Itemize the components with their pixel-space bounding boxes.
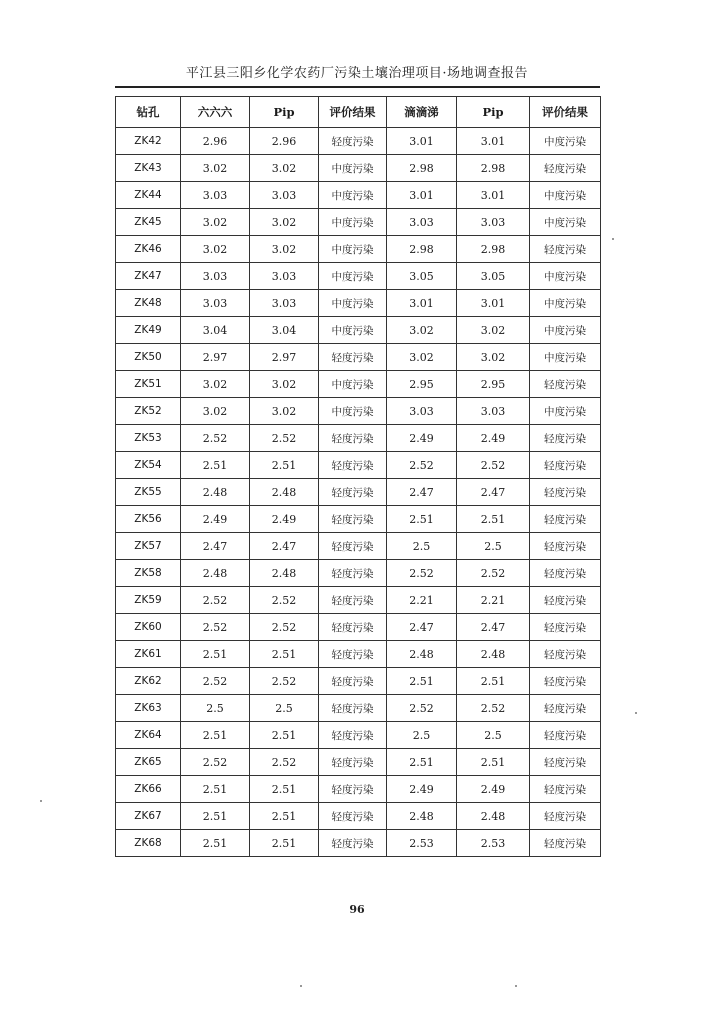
col-header-pip-hch: Pip — [250, 97, 319, 128]
cell-ddt-pip: 3.01 — [457, 290, 530, 317]
cell-borehole-id: ZK52 — [116, 398, 181, 425]
cell-ddt-result: 中度污染 — [530, 209, 601, 236]
table-row — [116, 452, 601, 479]
cell-hch-result: 轻度污染 — [319, 128, 387, 155]
cell-ddt-value: 2.53 — [387, 830, 457, 857]
table-row — [116, 155, 601, 182]
cell-ddt-value: 2.98 — [387, 236, 457, 263]
cell-ddt-value: 2.52 — [387, 560, 457, 587]
cell-ddt-value: 2.49 — [387, 776, 457, 803]
cell-hch-value: 2.96 — [181, 128, 250, 155]
table-row — [116, 398, 601, 425]
cell-ddt-result: 轻度污染 — [530, 425, 601, 452]
cell-hch-pip: 3.04 — [250, 317, 319, 344]
cell-ddt-result: 轻度污染 — [530, 776, 601, 803]
cell-ddt-result: 轻度污染 — [530, 695, 601, 722]
cell-hch-value: 3.04 — [181, 317, 250, 344]
cell-borehole-id: ZK60 — [116, 614, 181, 641]
cell-hch-result: 中度污染 — [319, 371, 387, 398]
cell-hch-value: 2.52 — [181, 425, 250, 452]
cell-hch-result: 轻度污染 — [319, 830, 387, 857]
cell-borehole-id: ZK59 — [116, 587, 181, 614]
table-body — [116, 128, 601, 857]
table-row — [116, 506, 601, 533]
cell-hch-pip: 2.5 — [250, 695, 319, 722]
cell-hch-result: 轻度污染 — [319, 749, 387, 776]
cell-hch-value: 3.03 — [181, 263, 250, 290]
cell-ddt-value: 2.51 — [387, 506, 457, 533]
cell-borehole-id: ZK58 — [116, 560, 181, 587]
table-row — [116, 587, 601, 614]
table-row — [116, 641, 601, 668]
cell-hch-value: 2.52 — [181, 749, 250, 776]
cell-hch-pip: 2.52 — [250, 614, 319, 641]
cell-ddt-pip: 2.53 — [457, 830, 530, 857]
cell-borehole-id: ZK68 — [116, 830, 181, 857]
cell-hch-pip: 2.51 — [250, 803, 319, 830]
table-row — [116, 749, 601, 776]
cell-hch-result: 轻度污染 — [319, 479, 387, 506]
table-row — [116, 803, 601, 830]
cell-ddt-result: 中度污染 — [530, 290, 601, 317]
table-row — [116, 425, 601, 452]
table-row — [116, 830, 601, 857]
cell-ddt-pip: 2.48 — [457, 641, 530, 668]
cell-ddt-pip: 2.49 — [457, 425, 530, 452]
scan-speck — [40, 800, 42, 802]
cell-ddt-result: 轻度污染 — [530, 506, 601, 533]
cell-ddt-result: 轻度污染 — [530, 371, 601, 398]
cell-ddt-result: 中度污染 — [530, 182, 601, 209]
cell-borehole-id: ZK53 — [116, 425, 181, 452]
cell-ddt-value: 2.5 — [387, 722, 457, 749]
col-header-ddt: 滴滴涕 — [387, 97, 457, 128]
table-row — [116, 263, 601, 290]
cell-hch-pip: 3.02 — [250, 371, 319, 398]
cell-ddt-result: 轻度污染 — [530, 668, 601, 695]
cell-ddt-result: 轻度污染 — [530, 803, 601, 830]
table-row — [116, 371, 601, 398]
cell-hch-pip: 3.02 — [250, 155, 319, 182]
cell-hch-value: 2.52 — [181, 668, 250, 695]
cell-ddt-value: 2.52 — [387, 695, 457, 722]
cell-hch-result: 轻度污染 — [319, 344, 387, 371]
cell-hch-value: 2.97 — [181, 344, 250, 371]
cell-ddt-value: 2.5 — [387, 533, 457, 560]
cell-ddt-value: 3.01 — [387, 128, 457, 155]
cell-hch-result: 轻度污染 — [319, 776, 387, 803]
table-row — [116, 209, 601, 236]
cell-ddt-value: 2.52 — [387, 452, 457, 479]
cell-hch-result: 轻度污染 — [319, 506, 387, 533]
cell-hch-value: 2.51 — [181, 452, 250, 479]
cell-ddt-pip: 3.05 — [457, 263, 530, 290]
cell-hch-result: 中度污染 — [319, 236, 387, 263]
cell-hch-value: 2.51 — [181, 641, 250, 668]
table-row — [116, 668, 601, 695]
cell-hch-result: 轻度污染 — [319, 425, 387, 452]
table-row — [116, 722, 601, 749]
cell-ddt-result: 中度污染 — [530, 263, 601, 290]
cell-borehole-id: ZK57 — [116, 533, 181, 560]
table-row — [116, 479, 601, 506]
cell-ddt-result: 中度污染 — [530, 344, 601, 371]
cell-borehole-id: ZK44 — [116, 182, 181, 209]
cell-borehole-id: ZK62 — [116, 668, 181, 695]
table-row — [116, 236, 601, 263]
cell-ddt-result: 中度污染 — [530, 128, 601, 155]
cell-borehole-id: ZK63 — [116, 695, 181, 722]
table-row — [116, 614, 601, 641]
cell-borehole-id: ZK49 — [116, 317, 181, 344]
table-header-row — [116, 97, 601, 128]
cell-ddt-pip: 2.5 — [457, 722, 530, 749]
cell-ddt-value: 2.51 — [387, 749, 457, 776]
cell-ddt-value: 2.95 — [387, 371, 457, 398]
cell-ddt-value: 2.51 — [387, 668, 457, 695]
cell-hch-value: 2.5 — [181, 695, 250, 722]
cell-ddt-value: 3.02 — [387, 344, 457, 371]
col-header-result-hch: 评价结果 — [319, 97, 387, 128]
cell-borehole-id: ZK61 — [116, 641, 181, 668]
cell-ddt-value: 3.05 — [387, 263, 457, 290]
cell-ddt-value: 3.03 — [387, 209, 457, 236]
cell-hch-result: 轻度污染 — [319, 614, 387, 641]
cell-borehole-id: ZK51 — [116, 371, 181, 398]
cell-hch-result: 中度污染 — [319, 182, 387, 209]
cell-borehole-id: ZK56 — [116, 506, 181, 533]
cell-ddt-value: 3.03 — [387, 398, 457, 425]
cell-hch-pip: 2.47 — [250, 533, 319, 560]
cell-hch-result: 轻度污染 — [319, 803, 387, 830]
cell-hch-value: 3.03 — [181, 290, 250, 317]
cell-ddt-result: 轻度污染 — [530, 830, 601, 857]
cell-borehole-id: ZK64 — [116, 722, 181, 749]
cell-ddt-result: 轻度污染 — [530, 587, 601, 614]
table-row — [116, 182, 601, 209]
cell-hch-pip: 2.52 — [250, 749, 319, 776]
cell-borehole-id: ZK65 — [116, 749, 181, 776]
cell-ddt-pip: 2.47 — [457, 614, 530, 641]
scan-speck — [635, 712, 637, 714]
cell-ddt-pip: 2.21 — [457, 587, 530, 614]
cell-ddt-result: 轻度污染 — [530, 479, 601, 506]
pollution-assessment-table — [115, 96, 601, 857]
cell-ddt-pip: 2.47 — [457, 479, 530, 506]
cell-ddt-pip: 3.03 — [457, 398, 530, 425]
cell-ddt-pip: 2.51 — [457, 749, 530, 776]
cell-hch-pip: 2.51 — [250, 452, 319, 479]
cell-hch-pip: 2.52 — [250, 425, 319, 452]
scan-speck — [515, 985, 517, 987]
cell-hch-value: 3.02 — [181, 155, 250, 182]
cell-ddt-pip: 2.95 — [457, 371, 530, 398]
page-number: 96 — [349, 903, 365, 916]
cell-hch-pip: 2.51 — [250, 641, 319, 668]
cell-hch-pip: 2.51 — [250, 830, 319, 857]
cell-ddt-pip: 2.98 — [457, 236, 530, 263]
cell-ddt-value: 2.47 — [387, 614, 457, 641]
cell-hch-pip: 3.02 — [250, 398, 319, 425]
cell-hch-result: 中度污染 — [319, 155, 387, 182]
scan-speck — [300, 985, 302, 987]
cell-ddt-value: 2.47 — [387, 479, 457, 506]
cell-hch-result: 轻度污染 — [319, 695, 387, 722]
cell-ddt-pip: 2.49 — [457, 776, 530, 803]
cell-ddt-result: 轻度污染 — [530, 722, 601, 749]
cell-borehole-id: ZK54 — [116, 452, 181, 479]
cell-ddt-pip: 3.01 — [457, 182, 530, 209]
cell-hch-pip: 2.96 — [250, 128, 319, 155]
cell-ddt-pip: 2.52 — [457, 560, 530, 587]
table-row — [116, 344, 601, 371]
cell-hch-result: 轻度污染 — [319, 722, 387, 749]
cell-borehole-id: ZK43 — [116, 155, 181, 182]
cell-ddt-pip: 3.02 — [457, 317, 530, 344]
cell-borehole-id: ZK42 — [116, 128, 181, 155]
cell-ddt-result: 轻度污染 — [530, 560, 601, 587]
cell-hch-pip: 3.03 — [250, 182, 319, 209]
cell-ddt-pip: 2.98 — [457, 155, 530, 182]
cell-ddt-result: 中度污染 — [530, 398, 601, 425]
cell-ddt-pip: 2.52 — [457, 452, 530, 479]
cell-hch-value: 2.49 — [181, 506, 250, 533]
cell-ddt-value: 2.48 — [387, 803, 457, 830]
cell-hch-result: 轻度污染 — [319, 533, 387, 560]
cell-ddt-pip: 2.5 — [457, 533, 530, 560]
cell-ddt-pip: 3.03 — [457, 209, 530, 236]
cell-ddt-value: 2.48 — [387, 641, 457, 668]
cell-ddt-result: 中度污染 — [530, 317, 601, 344]
cell-hch-value: 3.02 — [181, 371, 250, 398]
cell-ddt-value: 2.98 — [387, 155, 457, 182]
cell-hch-value: 2.51 — [181, 803, 250, 830]
cell-hch-value: 2.52 — [181, 614, 250, 641]
cell-ddt-pip: 2.48 — [457, 803, 530, 830]
cell-hch-pip: 3.03 — [250, 290, 319, 317]
cell-hch-value: 2.51 — [181, 722, 250, 749]
cell-ddt-result: 轻度污染 — [530, 641, 601, 668]
cell-hch-value: 2.48 — [181, 479, 250, 506]
cell-hch-pip: 3.02 — [250, 236, 319, 263]
table-row — [116, 560, 601, 587]
cell-hch-result: 中度污染 — [319, 317, 387, 344]
cell-borehole-id: ZK50 — [116, 344, 181, 371]
cell-hch-pip: 2.52 — [250, 668, 319, 695]
table-row — [116, 776, 601, 803]
cell-borehole-id: ZK45 — [116, 209, 181, 236]
cell-borehole-id: ZK46 — [116, 236, 181, 263]
cell-ddt-result: 轻度污染 — [530, 236, 601, 263]
cell-ddt-value: 3.02 — [387, 317, 457, 344]
cell-ddt-value: 3.01 — [387, 182, 457, 209]
cell-hch-result: 轻度污染 — [319, 587, 387, 614]
cell-ddt-pip: 3.02 — [457, 344, 530, 371]
cell-ddt-result: 轻度污染 — [530, 155, 601, 182]
cell-hch-value: 3.02 — [181, 398, 250, 425]
cell-borehole-id: ZK47 — [116, 263, 181, 290]
cell-hch-result: 中度污染 — [319, 209, 387, 236]
cell-hch-pip: 2.97 — [250, 344, 319, 371]
cell-ddt-value: 2.21 — [387, 587, 457, 614]
cell-ddt-pip: 2.51 — [457, 668, 530, 695]
cell-hch-result: 中度污染 — [319, 290, 387, 317]
col-header-hch: 六六六 — [181, 97, 250, 128]
table-row — [116, 695, 601, 722]
cell-hch-pip: 2.51 — [250, 722, 319, 749]
cell-hch-pip: 2.49 — [250, 506, 319, 533]
cell-hch-pip: 2.52 — [250, 587, 319, 614]
cell-hch-result: 轻度污染 — [319, 452, 387, 479]
cell-hch-result: 轻度污染 — [319, 668, 387, 695]
header-rule — [115, 86, 600, 88]
cell-ddt-pip: 2.51 — [457, 506, 530, 533]
page-header-title: 平江县三阳乡化学农药厂污染土壤治理项目·场地调查报告 — [185, 66, 529, 81]
cell-hch-result: 中度污染 — [319, 398, 387, 425]
cell-ddt-value: 2.49 — [387, 425, 457, 452]
col-header-borehole: 钻孔 — [116, 97, 181, 128]
table-row — [116, 290, 601, 317]
cell-ddt-result: 轻度污染 — [530, 533, 601, 560]
cell-ddt-result: 轻度污染 — [530, 614, 601, 641]
cell-hch-result: 轻度污染 — [319, 641, 387, 668]
cell-hch-value: 2.51 — [181, 830, 250, 857]
cell-hch-pip: 3.02 — [250, 209, 319, 236]
scan-speck — [612, 238, 614, 240]
cell-hch-value: 2.48 — [181, 560, 250, 587]
cell-ddt-pip: 3.01 — [457, 128, 530, 155]
cell-hch-pip: 2.51 — [250, 776, 319, 803]
cell-ddt-result: 轻度污染 — [530, 452, 601, 479]
table-row — [116, 317, 601, 344]
col-header-pip-ddt: Pip — [457, 97, 530, 128]
cell-hch-value: 2.47 — [181, 533, 250, 560]
cell-borehole-id: ZK55 — [116, 479, 181, 506]
cell-hch-result: 中度污染 — [319, 263, 387, 290]
cell-hch-pip: 2.48 — [250, 479, 319, 506]
cell-hch-value: 2.51 — [181, 776, 250, 803]
cell-hch-value: 3.03 — [181, 182, 250, 209]
cell-borehole-id: ZK66 — [116, 776, 181, 803]
cell-hch-value: 3.02 — [181, 209, 250, 236]
table-row — [116, 128, 601, 155]
cell-borehole-id: ZK67 — [116, 803, 181, 830]
col-header-result-ddt: 评价结果 — [530, 97, 601, 128]
table-row — [116, 533, 601, 560]
cell-hch-pip: 3.03 — [250, 263, 319, 290]
cell-borehole-id: ZK48 — [116, 290, 181, 317]
cell-ddt-pip: 2.52 — [457, 695, 530, 722]
cell-hch-result: 轻度污染 — [319, 560, 387, 587]
cell-hch-value: 2.52 — [181, 587, 250, 614]
cell-hch-value: 3.02 — [181, 236, 250, 263]
cell-ddt-result: 轻度污染 — [530, 749, 601, 776]
cell-hch-pip: 2.48 — [250, 560, 319, 587]
cell-ddt-value: 3.01 — [387, 290, 457, 317]
